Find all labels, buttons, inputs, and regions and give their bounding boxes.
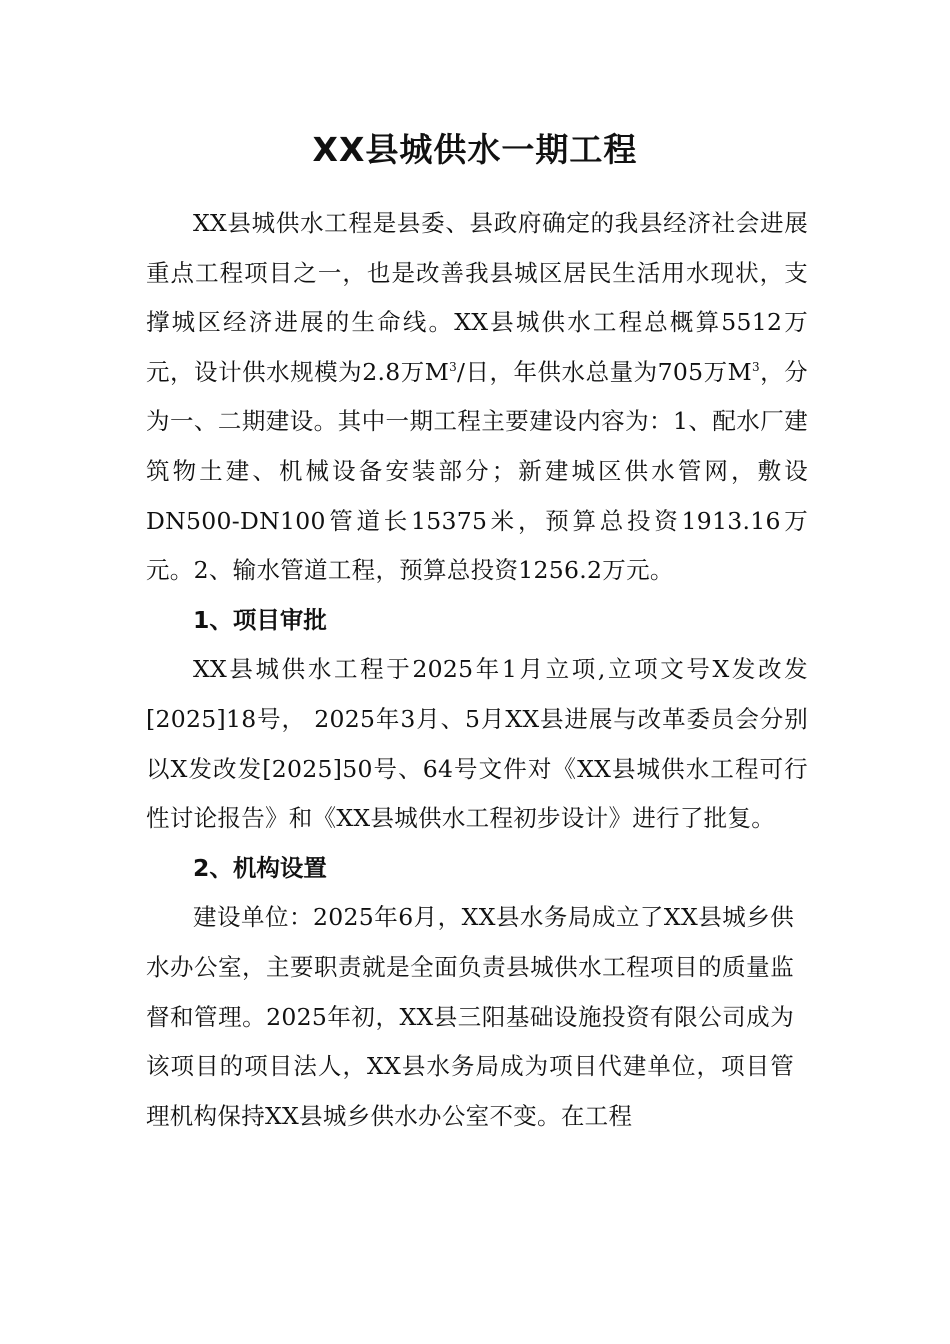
section-paragraph-project-approval: XX县城供水工程于2025年1月立项,立项文号X发改发[2025]18号， 2025年3月、5月XX县进展与改革委员会分别以X发改发[2025]50号、64号文件对《XX县城供水工程可行性讨论报告》和《XX县城供水工程初步设计》进行了批复。 — [146, 655, 808, 833]
intro-text-part1: XX县城供水工程是县委、县政府确定的我县经济社会进展重点工程项目之一，也是改善我县城区居民生活用水现状，支撑城区经济进展的生命线。XX县城供水工程总概算5512万元，设计供水规模为2.8万M — [146, 209, 808, 386]
superscript-3: 3 — [449, 359, 458, 374]
intro-paragraph — [146, 199, 808, 596]
intro-text-part3: ，分为一、二期建设。其中一期工程主要建设内容为：1、配水厂建筑物土建、机械设备安装部分；新建城区供水管网，敷设DN500-DN100管道长15375米，预算总投资1913.16万元。2、输水管道工程，预算总投资1256.2万元。 — [146, 357, 808, 585]
superscript-3: 3 — [752, 359, 760, 374]
section-heading-organization: 2、机构设置 — [193, 853, 327, 882]
section-heading-project-approval: 1、项目审批 — [193, 605, 327, 634]
intro-text-part2: /日，年供水总量为705万M — [457, 357, 752, 386]
document-title: XX县城供水一期工程 — [312, 130, 638, 169]
section-paragraph-organization: 建设单位：2025年6月，XX县水务局成立了XX县城乡供水办公室，主要职责就是全面负责县城供水工程项目的质量监督和管理。2025年初，XX县三阳基础设施投资有限公司成为该项目的项目法人，XX县水务局成为项目代建单位，项目管理机构保持XX县城乡供水办公室不变。在工程 — [146, 903, 794, 1130]
document-body — [146, 199, 808, 1141]
